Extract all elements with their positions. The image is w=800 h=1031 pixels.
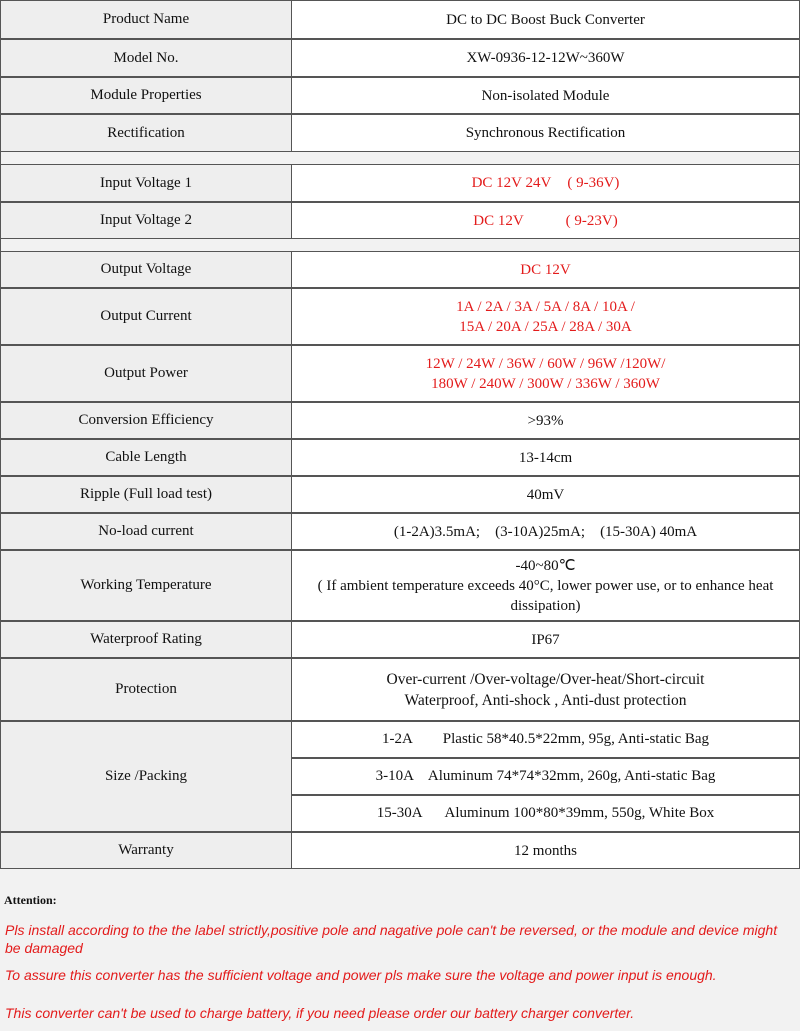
table-separator [0, 239, 800, 251]
input-voltage-2-range: ( 9-23V) [565, 212, 618, 229]
value-model-no: XW-0936-12-12W~360W [292, 39, 800, 77]
label-input-voltage-1: Input Voltage 1 [0, 164, 292, 202]
value-ripple: 40mV [292, 476, 800, 513]
label-product-name: Product Name [0, 0, 292, 39]
row-product-name [0, 0, 800, 39]
label-ripple: Ripple (Full load test) [0, 476, 292, 513]
label-output-current: Output Current [0, 288, 292, 345]
label-output-power: Output Power [0, 345, 292, 402]
label-working-temperature: Working Temperature [0, 550, 292, 621]
row-conversion-efficiency [0, 402, 800, 439]
output-power-line-2: 180W / 240W / 300W / 336W / 360W [431, 375, 660, 392]
row-protection [0, 658, 800, 721]
label-size-packing: Size /Packing [0, 721, 292, 832]
row-model-no [0, 39, 800, 77]
row-warranty [0, 832, 800, 869]
label-input-voltage-2: Input Voltage 2 [0, 202, 292, 239]
value-warranty: 12 months [292, 832, 800, 869]
label-module-properties: Module Properties [0, 77, 292, 114]
protection-line-1: Over-current /Over-voltage/Over-heat/Short-circuit [386, 670, 705, 688]
row-waterproof-rating [0, 621, 800, 658]
row-size-packing [0, 721, 800, 832]
row-output-current [0, 288, 800, 345]
protection-line-2: Waterproof, Anti-shock , Anti-dust protection [404, 691, 687, 709]
value-waterproof-rating: IP67 [292, 621, 800, 658]
working-temperature-note: ( If ambient temperature exceeds 40°C, lower power use, or to enhance heat [317, 577, 774, 594]
packing-row [292, 721, 800, 758]
attention-note: To assure this converter has the sufficient voltage and power pls make sure the voltage and power input is enough. [5, 967, 717, 983]
attention-title: Attention: [4, 893, 57, 907]
packing-detail: Aluminum 74*74*32mm, 260g, Anti-static Bag [427, 768, 716, 784]
row-working-temperature [0, 550, 800, 621]
value-output-power [292, 345, 800, 402]
table-separator [0, 152, 800, 164]
value-output-current [292, 288, 800, 345]
row-input-voltage-2 [0, 202, 800, 239]
label-protection: Protection [0, 658, 292, 721]
label-waterproof-rating: Waterproof Rating [0, 621, 292, 658]
value-product-name: DC to DC Boost Buck Converter [292, 0, 800, 39]
value-input-voltage-2 [292, 202, 800, 239]
value-protection [292, 658, 800, 721]
value-conversion-efficiency: >93% [292, 402, 800, 439]
packing-detail: Plastic 58*40.5*22mm, 95g, Anti-static Bag [442, 731, 710, 747]
output-power-line-1: 12W / 24W / 36W / 60W / 96W /120W/ [425, 355, 666, 372]
output-current-line-1: 1A / 2A / 3A / 5A / 8A / 10A / [456, 298, 635, 315]
label-model-no: Model No. [0, 39, 292, 77]
label-cable-length: Cable Length [0, 439, 292, 476]
row-input-voltage-1 [0, 164, 800, 202]
packing-row [292, 795, 800, 832]
label-rectification: Rectification [0, 114, 292, 152]
input-voltage-1-range: ( 9-36V) [567, 175, 620, 191]
packing-detail: Aluminum 100*80*39mm, 550g, White Box [444, 805, 715, 821]
working-temperature-note-cont: dissipation) [510, 597, 581, 614]
packing-range: 3-10A [375, 768, 414, 784]
row-output-power [0, 345, 800, 402]
value-cable-length: 13-14cm [292, 439, 800, 476]
row-no-load-current [0, 513, 800, 550]
value-working-temperature [292, 550, 800, 621]
value-module-properties: Non-isolated Module [292, 77, 800, 114]
row-ripple [0, 476, 800, 513]
label-output-voltage: Output Voltage [0, 251, 292, 288]
attention-note: This converter can't be used to charge battery, if you need please order our battery charger converter. [5, 1005, 635, 1021]
attention-note: Pls install according to the the label strictly,positive pole and nagative pole can't be reversed, or the module and device might be damaged [5, 922, 778, 956]
row-output-voltage [0, 251, 800, 288]
input-voltage-1-nominal: DC 12V 24V [471, 175, 552, 191]
packing-range: 1-2A [381, 731, 413, 747]
label-conversion-efficiency: Conversion Efficiency [0, 402, 292, 439]
row-rectification [0, 114, 800, 152]
label-no-load-current: No-load current [0, 513, 292, 550]
value-output-voltage: DC 12V [292, 251, 800, 288]
input-voltage-2-nominal: DC 12V [473, 212, 524, 229]
output-current-line-2: 15A / 20A / 25A / 28A / 30A [459, 318, 632, 335]
row-module-properties [0, 77, 800, 114]
value-input-voltage-1 [292, 164, 800, 202]
value-no-load-current: (1-2A)3.5mA; (3-10A)25mA; (15-30A) 40mA [292, 513, 800, 550]
row-cable-length [0, 439, 800, 476]
label-warranty: Warranty [0, 832, 292, 869]
working-temperature-range: -40~80℃ [515, 557, 576, 574]
packing-row [292, 758, 800, 795]
value-rectification: Synchronous Rectification [292, 114, 800, 152]
packing-range: 15-30A [376, 805, 423, 821]
